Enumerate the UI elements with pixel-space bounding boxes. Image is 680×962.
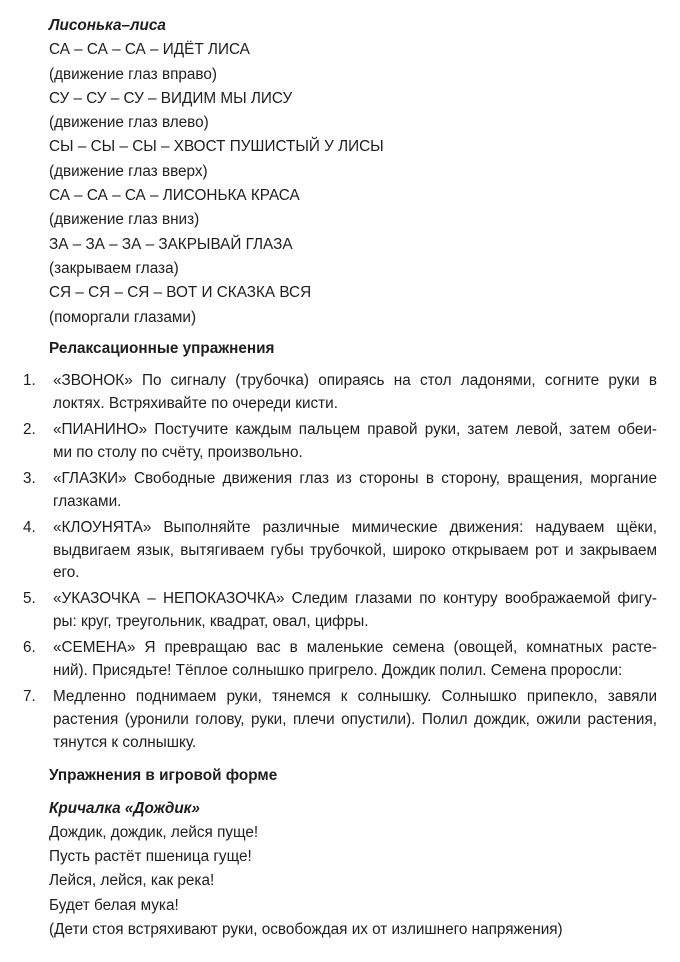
chant-line: Дождик, дождик, лейся пуще!	[49, 824, 259, 841]
chant-title: Кричалка «Дождик»	[49, 799, 200, 817]
section-heading-relaxation: Релаксационные упражнения	[49, 339, 275, 357]
list-item-line: «УКАЗОЧКА – НЕПОКАЗОЧКА» Следим глазами по контуру воображаемой фигу-	[53, 590, 657, 608]
poem-title: Лисонька–лиса	[49, 17, 166, 34]
list-item-text	[53, 468, 657, 513]
list-item-line: тянутся к солнышку.	[53, 733, 197, 751]
list-item-text	[53, 370, 657, 415]
list-item-line: глазками.	[53, 492, 122, 510]
chant-line: Лейся, лейся, как река!	[49, 872, 215, 890]
list-item-text	[53, 517, 657, 585]
list-item	[23, 468, 657, 513]
poem-line: СА – СА – СА – ЛИСОНЬКА КРАСА	[49, 187, 300, 205]
poem-line: ЗА – ЗА – ЗА – ЗАКРЫВАЙ ГЛАЗА	[49, 235, 293, 253]
list-item-line: ний). Присядьте! Тёплое солнышко пригрело. Дождик полил. Семена проросли:	[53, 662, 623, 680]
list-item-line: выдвигаем язык, вытягиваем губы трубочкой, широко открываем рот и закрываем	[53, 541, 657, 559]
list-item	[23, 419, 657, 464]
list-item-number: 3.	[23, 469, 36, 487]
list-item-number: 6.	[23, 639, 36, 657]
list-item-number: 5.	[23, 590, 36, 608]
list-item-text	[53, 637, 657, 682]
poem-line: СЫ – СЫ – СЫ – ХВОСТ ПУШИСТЫЙ У ЛИСЫ	[49, 138, 384, 156]
chant-line: Пусть растёт пшеница гуще!	[49, 848, 252, 866]
exercise-list	[23, 370, 657, 754]
chant-line: Будет белая мука!	[49, 896, 179, 914]
list-item-text	[53, 419, 657, 464]
list-item-line: растения (уронили голову, руки, плечи опустили). Полил дождик, ожили растения,	[53, 711, 657, 728]
list-item-text	[53, 686, 657, 754]
poem-line: (закрываем глаза)	[49, 259, 179, 277]
poem-line: (движение глаз вверх)	[49, 162, 208, 180]
list-item-line: «СЕМЕНА» Я превращаю вас в маленькие семена (овощей, комнатных расте-	[53, 639, 657, 657]
list-item-line: ми по столу по счёту, произвольно.	[53, 443, 303, 461]
list-item	[23, 370, 657, 415]
poem-line: (движение глаз вправо)	[49, 65, 217, 83]
fox-poem-section	[49, 14, 657, 330]
list-item	[23, 637, 657, 682]
poem-line: СА – СА – СА – ИДЁТ ЛИСА	[49, 41, 250, 59]
list-item	[23, 686, 657, 754]
poem-line: СУ – СУ – СУ – ВИДИМ МЫ ЛИСУ	[49, 89, 293, 107]
chant-line: (Дети стоя встряхивают руки, освобождая их от излишнего напряжения)	[49, 920, 563, 938]
list-item-line: «ГЛАЗКИ» Свободные движения глаз из стороны в сторону, вращения, моргание	[53, 469, 657, 487]
list-item	[23, 517, 657, 585]
chant-section	[49, 797, 657, 942]
list-item-number: 1.	[23, 372, 36, 390]
poem-line: (движение глаз влево)	[49, 114, 209, 132]
list-item-number: 4.	[23, 518, 36, 536]
list-item-text	[53, 588, 657, 633]
list-item-line: «КЛОУНЯТА» Выполняйте различные мимические движения: надуваем щёки,	[53, 518, 657, 536]
list-item	[23, 588, 657, 633]
list-item-line: его.	[53, 564, 80, 582]
list-item-line: «ЗВОНОК» По сигналу (трубочка) опираясь на стол ладонями, согните руки в	[53, 372, 657, 390]
list-item-line: «ПИАНИНО» Постучите каждым пальцем правой руки, затем левой, затем обеи-	[53, 421, 657, 439]
poem-line: СЯ – СЯ – СЯ – ВОТ И СКАЗКА ВСЯ	[49, 284, 312, 302]
list-item-line: локтях. Встряхивайте по очереди кисти.	[53, 394, 338, 412]
section-heading-game: Упражнения в игровой форме	[49, 767, 278, 785]
list-item-number: 2.	[23, 421, 36, 439]
poem-line: (поморгали глазами)	[49, 308, 197, 326]
poem-line: (движение глаз вниз)	[49, 211, 200, 229]
list-item-number: 7.	[23, 688, 36, 706]
list-item-line: ры: круг, треугольник, квадрат, овал, цифры.	[53, 613, 369, 631]
list-item-line: Медленно поднимаем руки, тянемся к солнышку. Солнышко припекло, завяли	[53, 688, 657, 706]
